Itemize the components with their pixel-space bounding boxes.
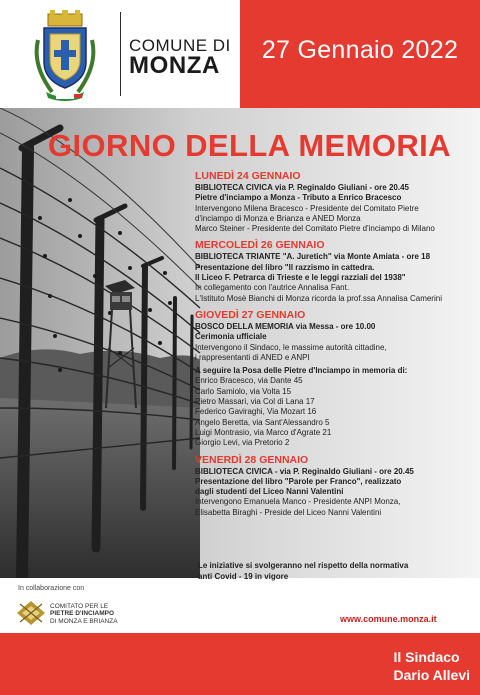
- event-presentation: Il Liceo F. Petrarca di Trieste e le leggi razziali del 1938": [195, 273, 406, 283]
- pietre-line: COMITATO PER LE: [50, 603, 109, 610]
- signature-name: Dario Allevi: [393, 667, 470, 683]
- comune-di-label: COMUNE DI: [129, 36, 231, 55]
- event-item: [195, 239, 475, 303]
- event-detail: d'inciampo di Monza e Brianza e ANED Monza: [195, 213, 361, 223]
- event-location: BIBLIOTECA TRIANTE "A. Juretich" via Monte Amiata - ore 18: [195, 252, 431, 262]
- pietre-inciampo-name: [50, 603, 118, 625]
- event-location: BOSCO DELLA MEMORIA via Messa - ore 10.00: [195, 321, 376, 331]
- event-item: [195, 309, 475, 449]
- memorial-name: Federico Gaviraghi, Via Mozart 16: [195, 407, 317, 417]
- monza-crest-logo: [30, 10, 100, 102]
- event-presentation: Presentazione del libro "Parole per Franco", realizzato: [195, 476, 402, 486]
- memorial-names-list: [195, 376, 475, 448]
- header-date-panel: [240, 0, 480, 108]
- event-item: [195, 170, 475, 234]
- event-detail: In collegamento con l'autrice Annalisa Fant.: [195, 283, 350, 293]
- memorial-name: Pietro Massari, via Col di Lana 17: [195, 397, 315, 407]
- event-detail: Elisabetta Biraghi - Preside del Liceo Nanni Valentini: [195, 507, 382, 517]
- event-day: MERCOLEDÌ 26 GENNAIO: [195, 239, 325, 252]
- event-presentation: dagli studenti del Liceo Nanni Valentini: [195, 487, 344, 497]
- memorial-name: Angelo Beretta, via Sant'Alessandro 5: [195, 417, 330, 427]
- memorial-name: Enrico Bracesco, via Dante 45: [195, 376, 303, 386]
- event-day: LUNEDÌ 24 GENNAIO: [195, 170, 301, 182]
- event-detail: Intervengono il Sindaco, le massime autorità cittadine,: [195, 342, 387, 352]
- covid-notice: [198, 561, 458, 582]
- pietre-inciampo-logo-icon: [16, 600, 46, 626]
- event-day: GIOVEDÌ 27 GENNAIO: [195, 308, 306, 321]
- event-location: BIBLIOTECA CIVICA via P. Reginaldo Giuliani - ore 20.45: [195, 183, 409, 192]
- event-presentation: Pietre d'inciampo a Monza - Tributo a Enrico Bracesco: [195, 193, 402, 203]
- event-date: 27 Gennaio 2022: [261, 36, 459, 64]
- signature-role: Il Sindaco: [393, 649, 460, 665]
- covid-notice-line: Le iniziative si svolgeranno nel rispetto della normativa: [198, 561, 409, 570]
- event-presentation: Cerimonia ufficiale: [195, 332, 267, 342]
- memorial-name: Giorgio Levi, via Pretorio 2: [195, 438, 290, 448]
- pietre-line: PIETRE D'INCIAMPO: [50, 610, 115, 618]
- page-title: GIORNO DELLA MEMORIA: [48, 128, 451, 163]
- collaboration-label: In collaborazione con: [18, 585, 85, 592]
- event-detail: i rappresentanti di ANED e ANPI: [195, 352, 310, 362]
- pietre-line: DI MONZA E BRIANZA: [50, 617, 118, 625]
- city-name: MONZA: [129, 52, 220, 79]
- header-separator: [120, 12, 121, 96]
- event-presentation: Presentazione del libro "Il razzismo in cattedra.: [195, 262, 375, 272]
- posa-title: A seguire la Posa delle Pietre d'Inciampo in memoria di:: [195, 366, 408, 376]
- events-list: [195, 170, 475, 523]
- event-day: VENERDÌ 28 GENNAIO: [195, 453, 309, 466]
- signature-block: [393, 648, 470, 684]
- event-item: [195, 454, 475, 518]
- event-detail: L'Istituto Mosè Bianchi di Monza ricorda la prof.ssa Annalisa Camerini: [195, 293, 442, 303]
- event-detail: Intervengono Emanuela Manco - Presidente ANPI Monza,: [195, 497, 401, 507]
- event-detail: Intervengono Milena Bracesco - Presidente del Comitato Pietre: [195, 203, 419, 213]
- memorial-name: Carlo Samiolo, via Volta 15: [195, 386, 292, 396]
- covid-notice-line: anti Covid - 19 in vigore: [198, 571, 289, 581]
- event-location: BIBLIOTECA CIVICA - via P. Reginaldo Giuliani - ore 20.45: [195, 466, 414, 476]
- website-link[interactable]: www.comune.monza.it: [340, 614, 437, 624]
- memorial-name: Luigi Montrasio, via Marco d'Agrate 21: [195, 427, 332, 437]
- event-detail: Marco Steiner - Presidente del Comitato Pietre d'inciampo di Milano: [195, 224, 435, 234]
